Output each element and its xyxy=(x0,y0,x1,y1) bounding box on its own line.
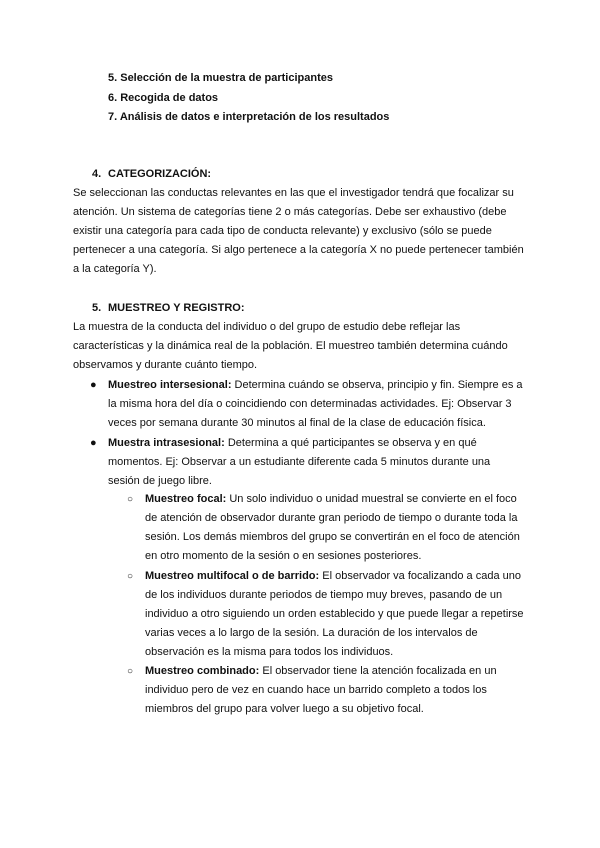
step-6: 6. Recogida de datos xyxy=(108,92,219,104)
term-combinado: Muestreo combinado: xyxy=(145,665,260,677)
term-multifocal: Muestreo multifocal o de barrido: xyxy=(145,570,320,582)
sub-bullet-line: de atención de observador durante gran periodo de tiempo o durante toda la xyxy=(145,512,518,524)
sub-bullet-line: individuo a otro siguiendo un orden establecido y que puede llegar a repetirse xyxy=(145,608,524,620)
section-5-title: MUESTREO Y REGISTRO: xyxy=(108,302,245,314)
sub-bullet-line: miembros del grupo para volver luego a su objetivo focal. xyxy=(145,703,424,715)
sub-bullet-icon: ○ xyxy=(127,666,134,677)
section-4-number: 4. xyxy=(92,168,102,180)
text-multifocal: El observador va focalizando a cada uno xyxy=(319,570,521,582)
section-4-line: atención. Un sistema de categorías tiene 2 o más categorías. Debe ser exhaustivo (debe xyxy=(73,206,507,218)
term-intersesional: Muestreo intersesional: xyxy=(108,379,232,391)
sub-bullet-line: individuo pero de vez en cuando hace un barrido completo a todos los xyxy=(145,684,487,696)
bullet-icon: ● xyxy=(90,437,97,449)
bullet-intrasesional xyxy=(108,437,477,450)
term-intrasesional: Muestra intrasesional: xyxy=(108,437,225,449)
text-intersesional: Determina cuándo se observa, principio y fin. Siempre es a xyxy=(231,379,523,391)
section-4-line: existir una categoría para cada tipo de conducta relevante) y exclusivo (sólo se puede xyxy=(73,225,492,237)
sub-bullet-icon: ○ xyxy=(127,571,134,582)
section-4-line: a la categoría Y). xyxy=(73,263,157,275)
section-4-line: pertenecer a una categoría. Si algo pertenece a la categoría X no puede pertenecer también xyxy=(73,244,524,256)
bullet-line: sesión de juego libre. xyxy=(108,475,212,487)
step-7: 7. Análisis de datos e interpretación de los resultados xyxy=(108,111,390,123)
sub-bullet-line: varias veces a lo largo de la sesión. La duración de los intervalos de xyxy=(145,627,478,639)
section-5-line: La muestra de la conducta del individuo o del grupo de estudio debe reflejar las xyxy=(73,321,461,333)
bullet-line: la misma hora del día o coincidiendo con determinadas actividades. Ej: Observar 3 xyxy=(108,398,512,410)
step-5: 5. Selección de la muestra de participantes xyxy=(108,72,333,84)
sub-bullet-line: de los individuos durante periodos de tiempo muy breves, pasando de un xyxy=(145,589,503,601)
sub-bullet-multifocal xyxy=(145,570,521,583)
bullet-icon: ● xyxy=(90,379,97,391)
sub-bullet-focal xyxy=(145,493,517,506)
sub-bullet-line: en otro momento de la sesión o en sesiones posteriores. xyxy=(145,550,422,562)
bullet-line: veces por semana durante 30 minutos al final de la clase de educación física. xyxy=(108,417,486,429)
term-focal: Muestreo focal: xyxy=(145,493,227,505)
sub-bullet-line: observación es la misma para todos los individuos. xyxy=(145,646,394,658)
sub-bullet-line: sesión. Los demás miembros del grupo se convertirán en el foco de atención xyxy=(145,531,520,543)
bullet-line: momentos. Ej: Observar a un estudiante diferente cada 5 minutos durante una xyxy=(108,456,491,468)
section-4-title: CATEGORIZACIÓN: xyxy=(108,168,212,180)
section-5-line: observamos y durante cuánto tiempo. xyxy=(73,359,258,371)
bullet-intersesional xyxy=(108,379,523,392)
section-5-number: 5. xyxy=(92,302,102,314)
sub-bullet-combinado xyxy=(145,665,497,678)
text-intrasesional: Determina a qué participantes se observa y en qué xyxy=(224,437,477,449)
text-combinado: El observador tiene la atención focalizada en un xyxy=(259,665,497,677)
text-focal: Un solo individuo o unidad muestral se convierte en el foco xyxy=(226,493,517,505)
sub-bullet-icon: ○ xyxy=(127,494,134,505)
section-4-line: Se seleccionan las conductas relevantes en las que el investigador tendrá que focalizar su xyxy=(73,187,514,199)
section-5-line: características y la dinámica real de la población. El muestreo también determina cuándo xyxy=(73,340,508,352)
